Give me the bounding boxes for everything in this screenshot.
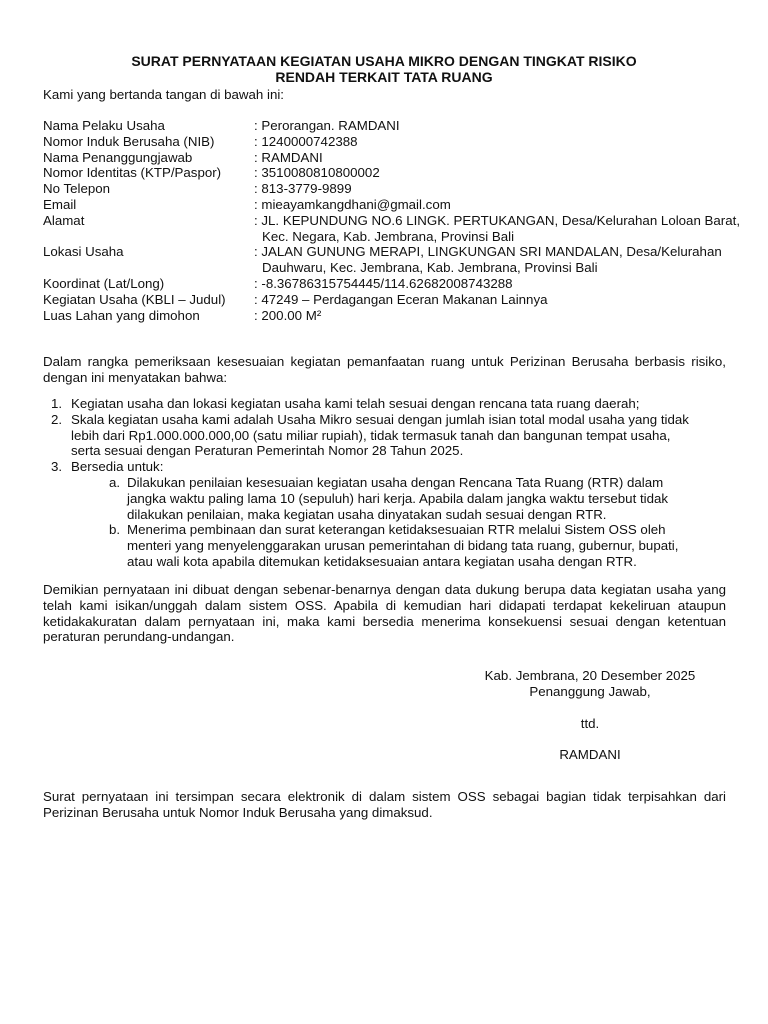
statement-intro-paragraph: Dalam rangka pemeriksaan kesesuaian kegiatan pemanfaatan ruang untuk Perizinan Berusaha berbasis risiko, dengan ini menyatakan bahwa: [43,354,726,385]
sub-statement-list [109,475,703,570]
info-row-email [43,197,743,213]
info-row-phone [43,181,743,197]
info-label: Luas Lahan yang dimohon [43,307,200,323]
info-value: : Perorangan. RAMDANI [254,118,400,133]
info-row-responsible-person [43,150,743,166]
info-value: : RAMDANI [254,149,323,165]
info-row-coordinates [43,276,743,292]
statement-list [43,396,703,570]
closing-paragraph: Demikian pernyataan ini dibuat dengan sebenar-benarnya dengan data dukung berupa data kegiatan usaha yang telah kami isikan/unggah dalam sistem OSS. Apabila di kemudian hari didapati terdapat kekeliruan ataupun ketidakakuratan dalam pernyataan ini, maka kami bersedia menerima konsekuensi sesuai dengan ketentuan peraturan perundang-undangan. [43,582,726,645]
info-label: Email [43,196,77,212]
sub-list-item-letter: b. [109,522,121,538]
sub-list-item [109,522,699,569]
sub-list-item-text: Menerima pembinaan dan surat keterangan ketidaksesuaian RTR melalui Sistem OSS oleh menteri yang menyelenggarakan urusan pemerintahan di bidang tata ruang, gubernur, bupati, atau wali kota apabila ditemukan ketidaksesuaian antara kegiatan usaha dengan RTR. [127,522,679,569]
signature-role: Penanggung Jawab, [529,684,651,699]
sub-list-item-text: Dilakukan penilaian kesesuaian kegiatan usaha dengan Rencana Tata Ruang (RTR) dalam jangka waktu paling lama 10 (sepuluh) hari kerja. Apabila dalam jangka waktu tersebut tidak dilakukan penilaian, maka kegiatan usaha dinyatakan sudah sesuai dengan RTR. [127,474,669,522]
sub-list-item [109,475,699,522]
info-label: Nomor Induk Berusaha (NIB) [43,133,215,149]
intro-text: Kami yang bertanda tangan di bawah ini: [43,87,284,102]
info-label: No Telepon [43,181,111,197]
info-label: Nomor Identitas (KTP/Paspor) [43,165,222,181]
list-item [43,459,703,475]
signature-name: RAMDANI [559,747,621,762]
list-item-number: 3. [51,459,63,475]
list-item-text: Skala kegiatan usaha kami adalah Usaha Mikro sesuai dengan jumlah isian total modal usaha yang tidak lebih dari Rp1.000.000.000,00 (satu miliar rupiah), tidak termasuk tanah dan bangunan tempat usaha, serta sesuai dengan Peraturan Pemerintah Nomor 28 Tahun 2025. [71,411,689,459]
info-value: : JALAN GUNUNG MERAPI, LINGKUNGAN SRI MANDALAN, Desa/Kelurahan Dauhwaru, Kec. Jembrana, Kab. Jembrana, Provinsi Bali [254,244,722,276]
list-item [43,396,703,412]
signature-place-date: Kab. Jembrana, 20 Desember 2025 [484,668,696,683]
info-value: : 3510080810800002 [254,165,380,181]
info-label: Nama Penanggungjawab [43,149,193,165]
info-label: Alamat [43,212,85,228]
info-row-address [43,213,743,245]
info-value: : mieayamkangdhani@gmail.com [254,196,451,212]
info-value: : 813-3779-9899 [254,181,352,197]
list-item-number: 2. [51,411,63,427]
business-info-table [43,118,743,323]
info-value: : -8.36786315754445/114.62682008743288 [254,275,513,291]
footer-note: Surat pernyataan ini tersimpan secara elektronik di dalam sistem OSS sebagai bagian tidak terpisahkan dari Perizinan Berusaha untuk Nomor Induk Berusaha yang dimaksud. [43,789,726,820]
info-row-identity-number [43,165,743,181]
info-row-business-name [43,118,743,134]
info-row-business-location [43,244,743,276]
info-label: Lokasi Usaha [43,244,124,260]
list-item-text: Bersedia untuk: [71,459,164,475]
info-value: : 200.00 M² [254,307,322,323]
signature-ttd: ttd. [580,716,600,731]
list-item [43,412,703,459]
info-row-land-area [43,308,743,324]
info-value: : 1240000742388 [254,133,358,149]
sub-list-item-letter: a. [109,474,121,490]
info-value: : JL. KEPUNDUNG NO.6 LINGK. PERTUKANGAN, Desa/Kelurahan Loloan Barat, Kec. Negara, Kab. Jembrana, Provinsi Bali [254,212,741,244]
list-item-number: 1. [51,396,63,411]
info-label: Koordinat (Lat/Long) [43,275,165,291]
info-value: : 47249 – Perdagangan Eceran Makanan Lainnya [254,291,548,307]
info-row-nib [43,134,743,150]
info-label: Kegiatan Usaha (KBLI – Judul) [43,291,226,307]
info-label: Nama Pelaku Usaha [43,118,165,133]
list-item-text: Kegiatan usaha dan lokasi kegiatan usaha kami telah sesuai dengan rencana tata ruang daerah; [71,396,640,411]
document-title-line-2: RENDAH TERKAIT TATA RUANG [275,69,493,85]
document-title-line-1: SURAT PERNYATAAN KEGIATAN USAHA MIKRO DENGAN TINGKAT RISIKO [131,53,637,69]
info-row-kbli [43,292,743,308]
